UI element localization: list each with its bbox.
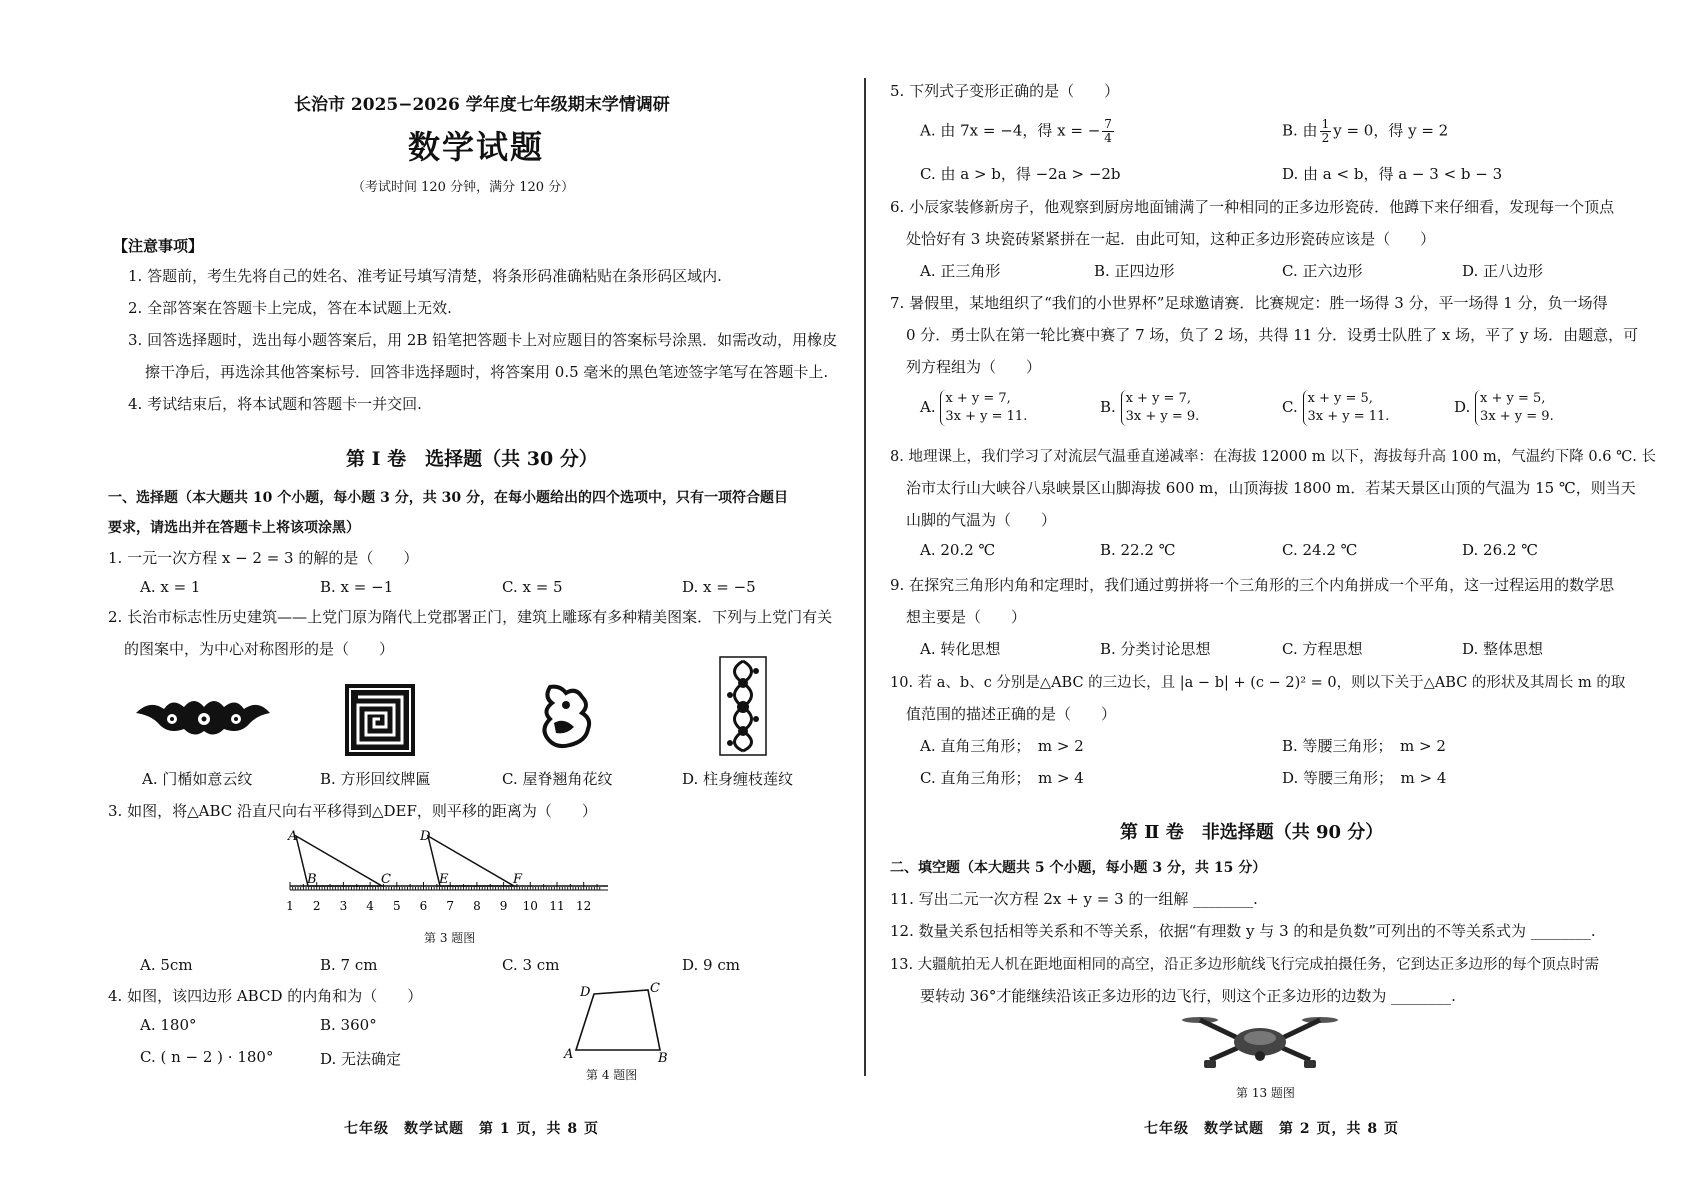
page-footer: 七年级 数学试题 第 1 页，共 8 页 xyxy=(344,1121,599,1137)
equation-system xyxy=(1121,390,1200,426)
option: A. x = 1 xyxy=(140,578,201,596)
translation-ruler-figure xyxy=(280,826,620,916)
part2-instructions: 二、填空题（本大题共 5 个小题，每小题 3 分，共 15 分） xyxy=(890,860,1267,876)
point-label-a: A xyxy=(564,1047,574,1062)
ruler-label: 10 xyxy=(522,899,538,913)
option-system xyxy=(1100,390,1199,426)
option: D. x = −5 xyxy=(682,578,756,596)
equation: x + y = 5, xyxy=(1480,391,1546,406)
question-10: 10. 若 a、b、c 分别是△ABC 的三边长，且 |a − b| + (c − 2)² = 0，则以下关于△ABC 的形状及其周长 m 的取 xyxy=(890,675,1626,691)
equation: x + y = 7, xyxy=(945,391,1011,406)
equation: 3x + y = 11. xyxy=(945,409,1028,424)
question-13: 要转动 36°才能继续沿该正多边形的边飞行，则这个正多边形的边数为 ________. xyxy=(920,987,1456,1005)
option: D. 整体思想 xyxy=(1462,640,1544,658)
figure-caption: 第 13 题图 xyxy=(1236,1086,1295,1100)
fraction-denominator: 4 xyxy=(1104,131,1112,145)
ruler-label: 2 xyxy=(312,899,321,913)
equation-system xyxy=(1303,390,1390,426)
fraction xyxy=(1320,118,1332,145)
option: B. x = −1 xyxy=(320,578,394,596)
option: A. 5cm xyxy=(140,956,193,974)
option-a-text: A. 由 7x = −4，得 x = − xyxy=(920,121,1101,140)
square-fret-plaque-image xyxy=(344,683,416,757)
point-label-a: A xyxy=(288,829,298,844)
ruler-label: 5 xyxy=(392,899,401,913)
ruler-label: 3 xyxy=(339,899,348,913)
option-label: D. xyxy=(1454,398,1471,416)
cloud-pattern-image xyxy=(132,693,274,741)
question-8: 山脚的气温为（ ） xyxy=(906,511,1057,529)
ruler-label: 12 xyxy=(576,899,592,913)
option: A. 转化思想 xyxy=(920,640,1001,658)
part1-instructions: 要求，请选出并在答题卡上将该项涂黑） xyxy=(108,520,360,536)
option: B. 22.2 ℃ xyxy=(1100,541,1176,559)
exam-subtitle: （考试时间 120 分钟，满分 120 分） xyxy=(352,180,575,195)
right-page xyxy=(868,0,1682,1190)
fraction xyxy=(1102,118,1114,145)
ruler-label: 4 xyxy=(366,899,374,913)
option: B. 等腰三角形； m > 2 xyxy=(1282,737,1446,755)
notice-item: 4. 考试结束后，将本试题和答题卡一并交回. xyxy=(128,395,422,413)
ruler-label: 7 xyxy=(446,899,455,913)
ridge-ornament-image xyxy=(536,683,596,751)
page-divider xyxy=(864,78,866,1076)
point-label-c: C xyxy=(381,872,391,887)
option: B. 正四边形 xyxy=(1094,262,1175,280)
ruler-label: 1 xyxy=(286,899,294,913)
exam-header: 长治市 2025−2026 学年度七年级期末学情调研 xyxy=(294,95,670,115)
equation: 3x + y = 9. xyxy=(1125,409,1200,424)
question-7: 0 分．勇士队在第一轮比赛中赛了 7 场，负了 2 场，共得 11 分．设勇士队胜了 x 场，平了 y 场．由题意，可 xyxy=(906,326,1639,344)
option xyxy=(1282,118,1448,145)
drone-image xyxy=(1180,1008,1340,1078)
question-3: 3. 如图，将△ABC 沿直尺向右平移得到△DEF，则平移的距离为（ ） xyxy=(108,802,597,820)
section1-title: 第 Ⅰ 卷 选择题（共 30 分） xyxy=(346,448,598,470)
option: C. 正六边形 xyxy=(1282,262,1363,280)
notice-item: 擦干净后，再选涂其他答案标号．回答非选择题时，将答案用 0.5 毫米的黑色笔迹签字笔写在答题卡上. xyxy=(145,363,829,381)
fraction-numerator: 1 xyxy=(1321,117,1330,131)
equation: 3x + y = 11. xyxy=(1307,409,1390,424)
equation-system xyxy=(1475,390,1554,426)
point-label-d: D xyxy=(580,985,591,1000)
option: D. 等腰三角形； m > 4 xyxy=(1282,769,1447,787)
option: A. 门楯如意云纹 xyxy=(142,770,253,788)
option: D. 无法确定 xyxy=(320,1050,402,1068)
option-system xyxy=(920,390,1027,426)
option: A. 正三角形 xyxy=(920,262,1001,280)
fraction-numerator: 7 xyxy=(1104,117,1112,131)
option: C. ( n − 2 ) · 180° xyxy=(140,1048,274,1066)
question-13: 13. 大疆航拍无人机在距地面相同的高空，沿正多边形航线飞行完成拍摄任务，它到达正多边形的每个顶点时需 xyxy=(890,957,1600,973)
option: C. 由 a > b，得 −2a > −2b xyxy=(920,165,1121,183)
question-8: 8. 地理课上，我们学习了对流层气温垂直递减率：在海拔 12000 m 以下，海拔每升高 100 m，气温约下降 0.6 ℃. 长 xyxy=(890,449,1657,465)
option: A. 180° xyxy=(140,1016,197,1034)
question-9: 9. 在探究三角形内角和定理时，我们通过剪拼将一个三角形的三个内角拼成一个平角，这一过程运用的数学思 xyxy=(890,576,1615,594)
question-6: 6. 小辰家装修新房子，他观察到厨房地面铺满了一种相同的正多边形瓷砖．他蹲下来仔细看，发现每一个顶点 xyxy=(890,198,1615,216)
notice-item: 2. 全部答案在答题卡上完成，答在本试题上无效. xyxy=(128,299,452,317)
option: C. 屋脊翘角花纹 xyxy=(502,770,613,788)
option: C. 24.2 ℃ xyxy=(1282,541,1358,559)
question-9: 想主要是（ ） xyxy=(906,608,1027,626)
quadrilateral-figure xyxy=(560,982,670,1064)
notice-title: 【注意事项】 xyxy=(113,237,204,255)
page-title: 数学试题 xyxy=(408,128,545,166)
part1-instructions: 一、选择题（本大题共 10 个小题，每小题 3 分，共 30 分，在每小题给出的四个选项中，只有一项符合题目 xyxy=(108,490,788,506)
option-label: B. xyxy=(1100,398,1116,416)
question-10: 值范围的描述正确的是（ ） xyxy=(906,705,1117,723)
equation: 3x + y = 9. xyxy=(1480,409,1554,424)
option: C. 直角三角形； m > 4 xyxy=(920,769,1084,787)
lotus-column-pattern-image xyxy=(718,655,768,757)
option: B. 方形回纹牌匾 xyxy=(320,770,431,788)
notice-item: 3. 回答选择题时，选出每小题答案后，用 2B 铅笔把答题卡上对应题目的答案标号涂黑．如需改动，用橡皮 xyxy=(128,331,838,349)
option-label: C. xyxy=(1282,398,1298,416)
option: D. 由 a < b，得 a − 3 < b − 3 xyxy=(1282,165,1503,183)
section2-title: 第 Ⅱ 卷 非选择题（共 90 分） xyxy=(1120,822,1384,843)
option: A. 20.2 ℃ xyxy=(920,541,996,559)
question-2: 2. 长治市标志性历史建筑——上党门原为隋代上党郡署正门，建筑上雕琢有多种精美图案．下列与上党门有关 xyxy=(108,608,833,626)
question-1: 1. 一元一次方程 x − 2 = 3 的解的是（ ） xyxy=(108,549,419,567)
point-label-c: C xyxy=(650,981,660,996)
page-footer: 七年级 数学试题 第 2 页，共 8 页 xyxy=(1144,1121,1399,1137)
ruler-label: 9 xyxy=(499,899,508,913)
question-7: 7. 暑假里，某地组织了“我们的小世界杯”足球邀请赛．比赛规定：胜一场得 3 分，平一场得 1 分，负一场得 xyxy=(890,294,1608,312)
option-system xyxy=(1454,390,1554,426)
equation-system xyxy=(940,390,1027,426)
option xyxy=(920,118,1116,145)
option: A. 直角三角形； m > 2 xyxy=(920,737,1084,755)
point-label-b: B xyxy=(307,872,317,887)
question-6: 处恰好有 3 块瓷砖紧紧拼在一起．由此可知，这种正多边形瓷砖应该是（ ） xyxy=(906,230,1436,248)
point-label-d: D xyxy=(420,829,431,844)
option: D. 柱身缠枝莲纹 xyxy=(682,770,794,788)
option: C. 3 cm xyxy=(502,956,560,974)
ruler-label: 8 xyxy=(473,899,481,913)
option: B. 360° xyxy=(320,1016,377,1034)
option: D. 9 cm xyxy=(682,956,740,974)
point-label-f: F xyxy=(513,872,523,887)
question-2: 的图案中，为中心对称图形的是（ ） xyxy=(124,640,395,658)
option-b-text: y = 0，得 y = 2 xyxy=(1333,121,1449,140)
point-label-e: E xyxy=(439,872,449,887)
option: B. 分类讨论思想 xyxy=(1100,640,1211,658)
ruler-label: 6 xyxy=(419,899,428,913)
question-8: 治市太行山大峡谷八泉峡景区山脚海拔 600 m，山顶海拔 1800 m．若某天景区山顶的气温为 15 ℃，则当天 xyxy=(906,479,1636,497)
option: D. 正八边形 xyxy=(1462,262,1544,280)
point-label-b: B xyxy=(658,1051,668,1066)
option: B. 7 cm xyxy=(320,956,378,974)
option-label: A. xyxy=(920,398,936,416)
question-12: 12. 数量关系包括相等关系和不等关系，依据“有理数 y 与 3 的和是负数”可列出的不等关系式为 ________. xyxy=(890,922,1596,940)
option: C. x = 5 xyxy=(502,578,563,596)
option: D. 26.2 ℃ xyxy=(1462,541,1538,559)
figure-caption: 第 3 题图 xyxy=(424,931,476,945)
question-4: 4. 如图，该四边形 ABCD 的内角和为（ ） xyxy=(108,987,423,1005)
fraction-denominator: 2 xyxy=(1321,131,1330,145)
question-11: 11. 写出二元一次方程 2x + y = 3 的一组解 ________. xyxy=(890,890,1258,908)
ruler-label: 11 xyxy=(549,899,565,913)
equation: x + y = 5, xyxy=(1307,391,1373,406)
option-b-text: B. 由 xyxy=(1282,121,1318,140)
option: C. 方程思想 xyxy=(1282,640,1363,658)
notice-item: 1. 答题前，考生先将自己的姓名、准考证号填写清楚，将条形码准确粘贴在条形码区域内. xyxy=(128,267,722,285)
option-system xyxy=(1282,390,1389,426)
question-7: 列方程组为（ ） xyxy=(906,358,1042,376)
equation: x + y = 7, xyxy=(1125,391,1191,406)
figure-caption: 第 4 题图 xyxy=(586,1068,638,1082)
question-5: 5. 下列式子变形正确的是（ ） xyxy=(890,82,1120,100)
